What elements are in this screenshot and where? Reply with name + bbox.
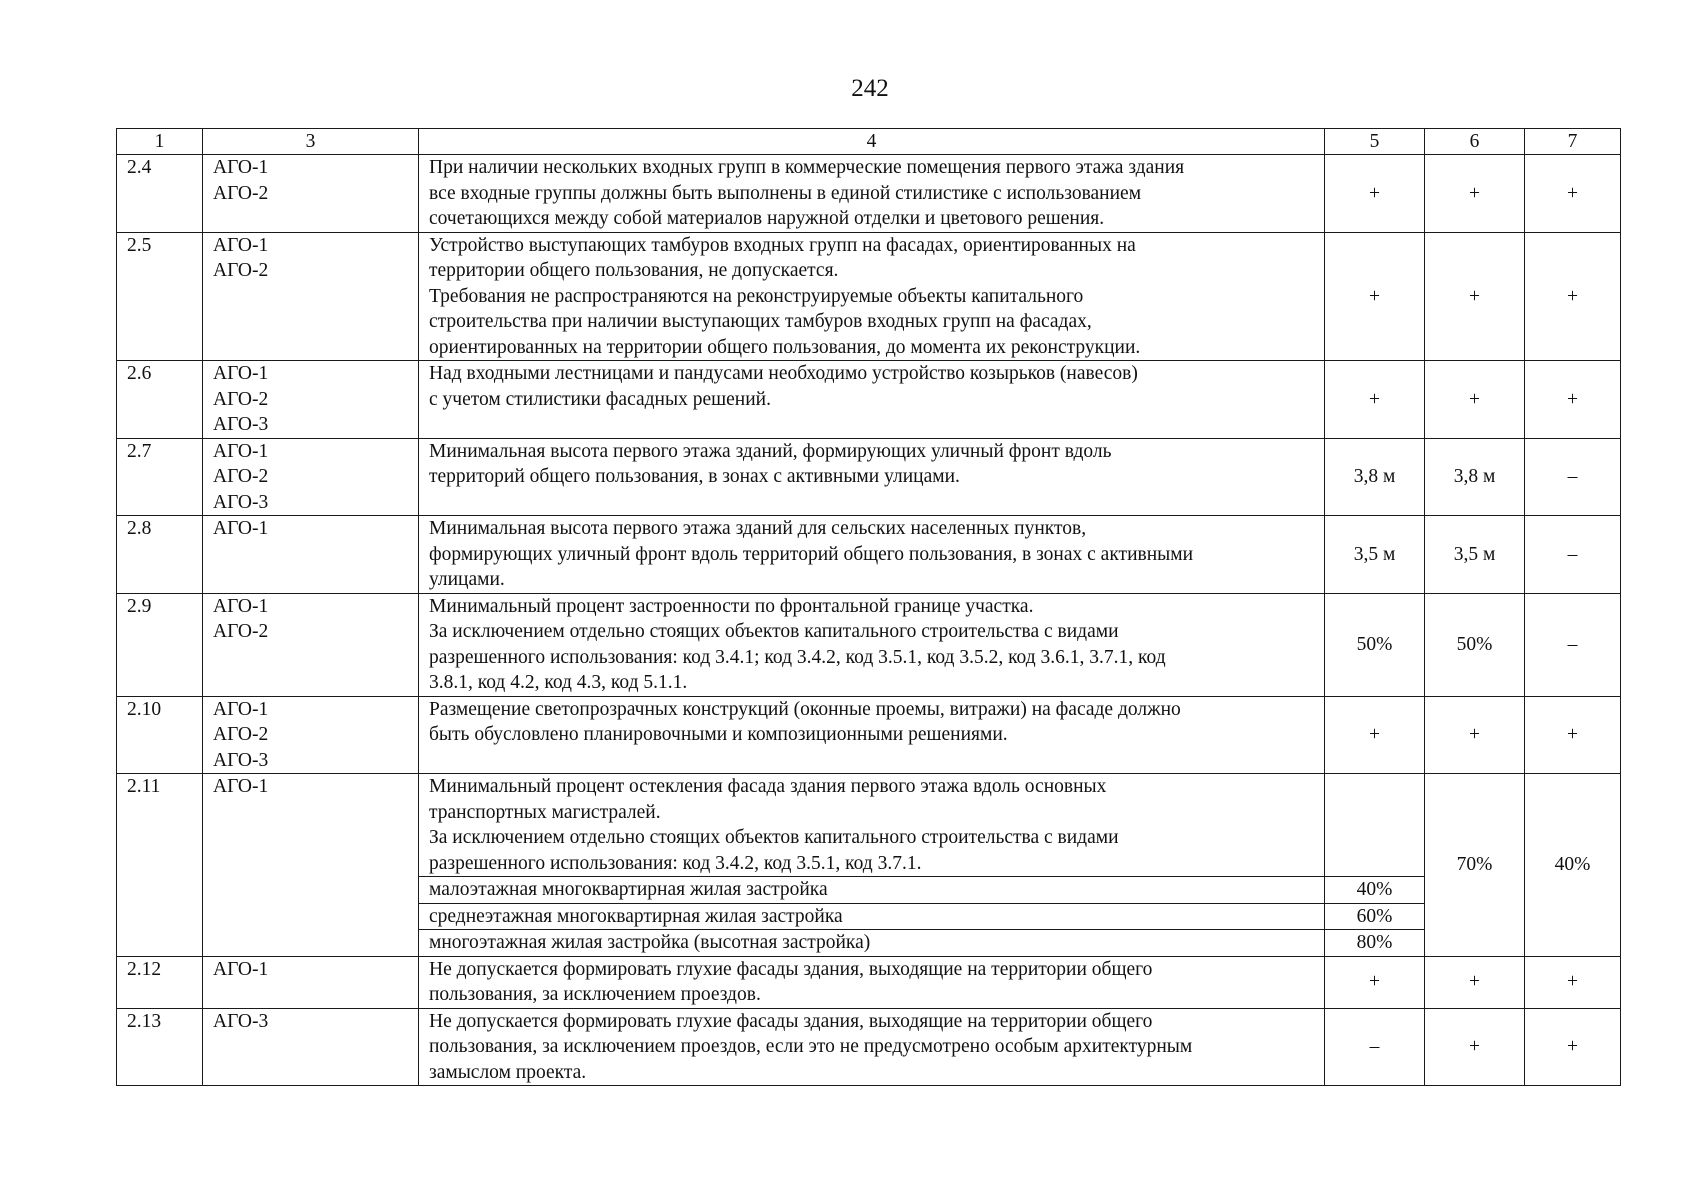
requirement-text xyxy=(419,516,1325,594)
value-col7: + xyxy=(1525,232,1621,361)
value-col5: + xyxy=(1325,361,1425,439)
value-col6: + xyxy=(1425,1008,1525,1086)
zone-codes-line: АГО-3 xyxy=(213,414,269,435)
requirement-text-line: улицами. xyxy=(429,569,505,590)
row-number: 2.5 xyxy=(117,232,203,361)
value-col7: – xyxy=(1525,593,1621,696)
value-col7: + xyxy=(1525,956,1621,1008)
sub-row-label: среднеэтажная многоквартирная жилая застройка xyxy=(419,903,1325,930)
zone-codes-line: АГО-2 xyxy=(213,182,269,204)
sub-row-label: малоэтажная многоквартирная жилая застройка xyxy=(419,877,1325,904)
value-col5: 3,8 м xyxy=(1325,438,1425,516)
requirement-text xyxy=(419,438,1325,516)
zone-codes xyxy=(203,361,419,439)
row-number: 2.7 xyxy=(117,438,203,516)
row-number: 2.13 xyxy=(117,1008,203,1086)
value-col5: + xyxy=(1325,956,1425,1008)
zone-codes-line: АГО-1 xyxy=(213,157,269,178)
table-body xyxy=(117,129,1621,1086)
header-cell: 7 xyxy=(1525,129,1621,155)
requirement-text-line: формирующих уличный фронт вдоль территорий общего пользования, в зонах с активными xyxy=(429,543,1194,565)
value-col6: + xyxy=(1425,956,1525,1008)
value-col6: + xyxy=(1425,696,1525,774)
zone-codes-line: АГО-2 xyxy=(213,621,269,642)
value-col5: + xyxy=(1325,155,1425,233)
requirement-text-line: с учетом стилистики фасадных решений. xyxy=(429,388,771,410)
value-col7: + xyxy=(1525,155,1621,233)
sub-row-value: 60% xyxy=(1325,903,1425,930)
value-col7: + xyxy=(1525,696,1621,774)
value-col5: + xyxy=(1325,232,1425,361)
requirement-text-line: пользования, за исключением проездов. xyxy=(429,984,761,1005)
value-col6: 3,8 м xyxy=(1425,438,1525,516)
requirement-text-line: Требования не распространяются на реконструируемые объекты капитального xyxy=(429,285,1084,307)
value-col5: 50% xyxy=(1325,593,1425,696)
row-number: 2.4 xyxy=(117,155,203,233)
zone-codes-line: АГО-2 xyxy=(213,466,269,487)
zone-codes-line: АГО-1 xyxy=(213,234,269,256)
value-col7: 40% xyxy=(1525,774,1621,957)
value-col6: 50% xyxy=(1425,593,1525,696)
requirement-text xyxy=(419,1008,1325,1086)
requirement-text-line: За исключением отдельно стоящих объектов капитального строительства с видами xyxy=(429,621,1119,642)
zone-codes-line: АГО-1 xyxy=(213,440,269,462)
value-col6: + xyxy=(1425,232,1525,361)
table-row xyxy=(117,516,1621,594)
zone-codes xyxy=(203,956,419,1008)
requirement-text-line: Не допускается формировать глухие фасады здания, выходящие на территории общего xyxy=(429,958,1153,980)
requirement-text-line: Минимальный процент остекления фасада здания первого этажа вдоль основных xyxy=(429,776,1107,797)
zone-codes-line: АГО-3 xyxy=(213,749,269,771)
requirement-text-line: Не допускается формировать глухие фасады здания, выходящие на территории общего xyxy=(429,1010,1153,1032)
zone-codes-line: АГО-1 xyxy=(213,518,269,539)
row-number: 2.8 xyxy=(117,516,203,594)
requirement-text-line: Над входными лестницами и пандусами необходимо устройство козырьков (навесов) xyxy=(429,363,1138,384)
value-col5: – xyxy=(1325,1008,1425,1086)
value-col6: + xyxy=(1425,155,1525,233)
header-cell: 3 xyxy=(203,129,419,155)
requirement-text-line: сочетающихся между собой материалов наружной отделки и цветового решения. xyxy=(429,208,1105,229)
header-cell: 4 xyxy=(419,129,1325,155)
requirement-text-line: За исключением отдельно стоящих объектов капитального строительства с видами xyxy=(429,827,1119,848)
sub-row-label: многоэтажная жилая застройка (высотная застройка) xyxy=(419,930,1325,957)
value-col6: 3,5 м xyxy=(1425,516,1525,594)
requirement-text-line: Размещение светопрозрачных конструкций (оконные проемы, витражи) на фасаде должно xyxy=(429,698,1181,720)
table-row xyxy=(117,593,1621,696)
requirement-text xyxy=(419,774,1325,877)
requirement-text xyxy=(419,593,1325,696)
requirement-text-line: Устройство выступающих тамбуров входных групп на фасадах, ориентированных на xyxy=(429,234,1136,256)
zone-codes-line: АГО-1 xyxy=(213,698,269,720)
requirement-text xyxy=(419,232,1325,361)
requirement-text-line: разрешенного использования: код 3.4.2, код 3.5.1, код 3.7.1. xyxy=(429,852,922,874)
header-cell: 6 xyxy=(1425,129,1525,155)
row-number: 2.9 xyxy=(117,593,203,696)
requirement-text-line: Минимальная высота первого этажа зданий для сельских населенных пунктов, xyxy=(429,518,1087,539)
row-number: 2.11 xyxy=(117,774,203,957)
table-row xyxy=(117,774,1621,877)
value-col7: – xyxy=(1525,438,1621,516)
requirement-text-line: Минимальный процент застроенности по фронтальной границе участка. xyxy=(429,595,1034,617)
requirement-text-line: территорий общего пользования, в зонах с активными улицами. xyxy=(429,466,960,487)
value-col7: + xyxy=(1525,361,1621,439)
zone-codes-line: АГО-1 xyxy=(213,595,269,617)
zone-codes xyxy=(203,232,419,361)
table-row xyxy=(117,1008,1621,1086)
zone-codes-line: АГО-1 xyxy=(213,958,269,980)
row-number: 2.12 xyxy=(117,956,203,1008)
requirement-text-line: строительства при наличии выступающих тамбуров входных групп на фасадах, xyxy=(429,311,1092,332)
zone-codes-line: АГО-3 xyxy=(213,491,269,513)
page-number: 242 xyxy=(851,75,889,102)
requirement-text xyxy=(419,361,1325,439)
requirement-text xyxy=(419,696,1325,774)
zone-codes-line: АГО-2 xyxy=(213,260,269,281)
value-col5 xyxy=(1325,774,1425,877)
zone-codes-line: АГО-3 xyxy=(213,1010,269,1032)
zone-codes xyxy=(203,1008,419,1086)
requirement-text xyxy=(419,155,1325,233)
requirement-text xyxy=(419,956,1325,1008)
requirement-text-line: 3.8.1, код 4.2, код 4.3, код 5.1.1. xyxy=(429,672,688,693)
table-row xyxy=(117,155,1621,233)
requirement-text-line: быть обусловлено планировочными и композиционными решениями. xyxy=(429,724,1008,745)
requirement-text-line: При наличии нескольких входных групп в коммерческие помещения первого этажа здания xyxy=(429,157,1185,178)
value-col7: – xyxy=(1525,516,1621,594)
requirement-text-line: Минимальная высота первого этажа зданий, формирующих уличный фронт вдоль xyxy=(429,440,1112,462)
requirements-table xyxy=(116,128,1621,1086)
table-row xyxy=(117,956,1621,1008)
header-cell: 5 xyxy=(1325,129,1425,155)
sub-row-value: 80% xyxy=(1325,930,1425,957)
row-number: 2.6 xyxy=(117,361,203,439)
requirement-text-line: пользования, за исключением проездов, если это не предусмотрено особым архитектурным xyxy=(429,1036,1193,1057)
zone-codes xyxy=(203,155,419,233)
value-col6: + xyxy=(1425,361,1525,439)
table-row xyxy=(117,438,1621,516)
requirement-text-line: замыслом проекта. xyxy=(429,1061,587,1083)
zone-codes xyxy=(203,696,419,774)
table-row xyxy=(117,361,1621,439)
value-col7: + xyxy=(1525,1008,1621,1086)
zone-codes-line: АГО-2 xyxy=(213,388,269,410)
value-col5: 3,5 м xyxy=(1325,516,1425,594)
zone-codes xyxy=(203,593,419,696)
requirement-text-line: разрешенного использования: код 3.4.1; код 3.4.2, код 3.5.1, код 3.5.2, код 3.6.1, 3.7.1, код xyxy=(429,646,1166,668)
row-number: 2.10 xyxy=(117,696,203,774)
requirement-text-line: территории общего пользования, не допускается. xyxy=(429,260,839,281)
zone-codes-line: АГО-2 xyxy=(213,724,269,745)
requirement-text-line: все входные группы должны быть выполнены в единой стилистике с использованием xyxy=(429,182,1142,204)
table-row xyxy=(117,696,1621,774)
zone-codes-line: АГО-1 xyxy=(213,776,269,797)
requirement-text-line: транспортных магистралей. xyxy=(429,801,661,823)
value-col6: 70% xyxy=(1425,774,1525,957)
zone-codes xyxy=(203,774,419,957)
table-row xyxy=(117,232,1621,361)
requirement-text-line: ориентированных на территории общего пользования, до момента их реконструкции. xyxy=(429,336,1141,358)
zone-codes xyxy=(203,516,419,594)
table-header-row xyxy=(117,129,1621,155)
header-cell: 1 xyxy=(117,129,203,155)
zone-codes xyxy=(203,438,419,516)
value-col5: + xyxy=(1325,696,1425,774)
sub-row-value: 40% xyxy=(1325,877,1425,904)
zone-codes-line: АГО-1 xyxy=(213,363,269,384)
